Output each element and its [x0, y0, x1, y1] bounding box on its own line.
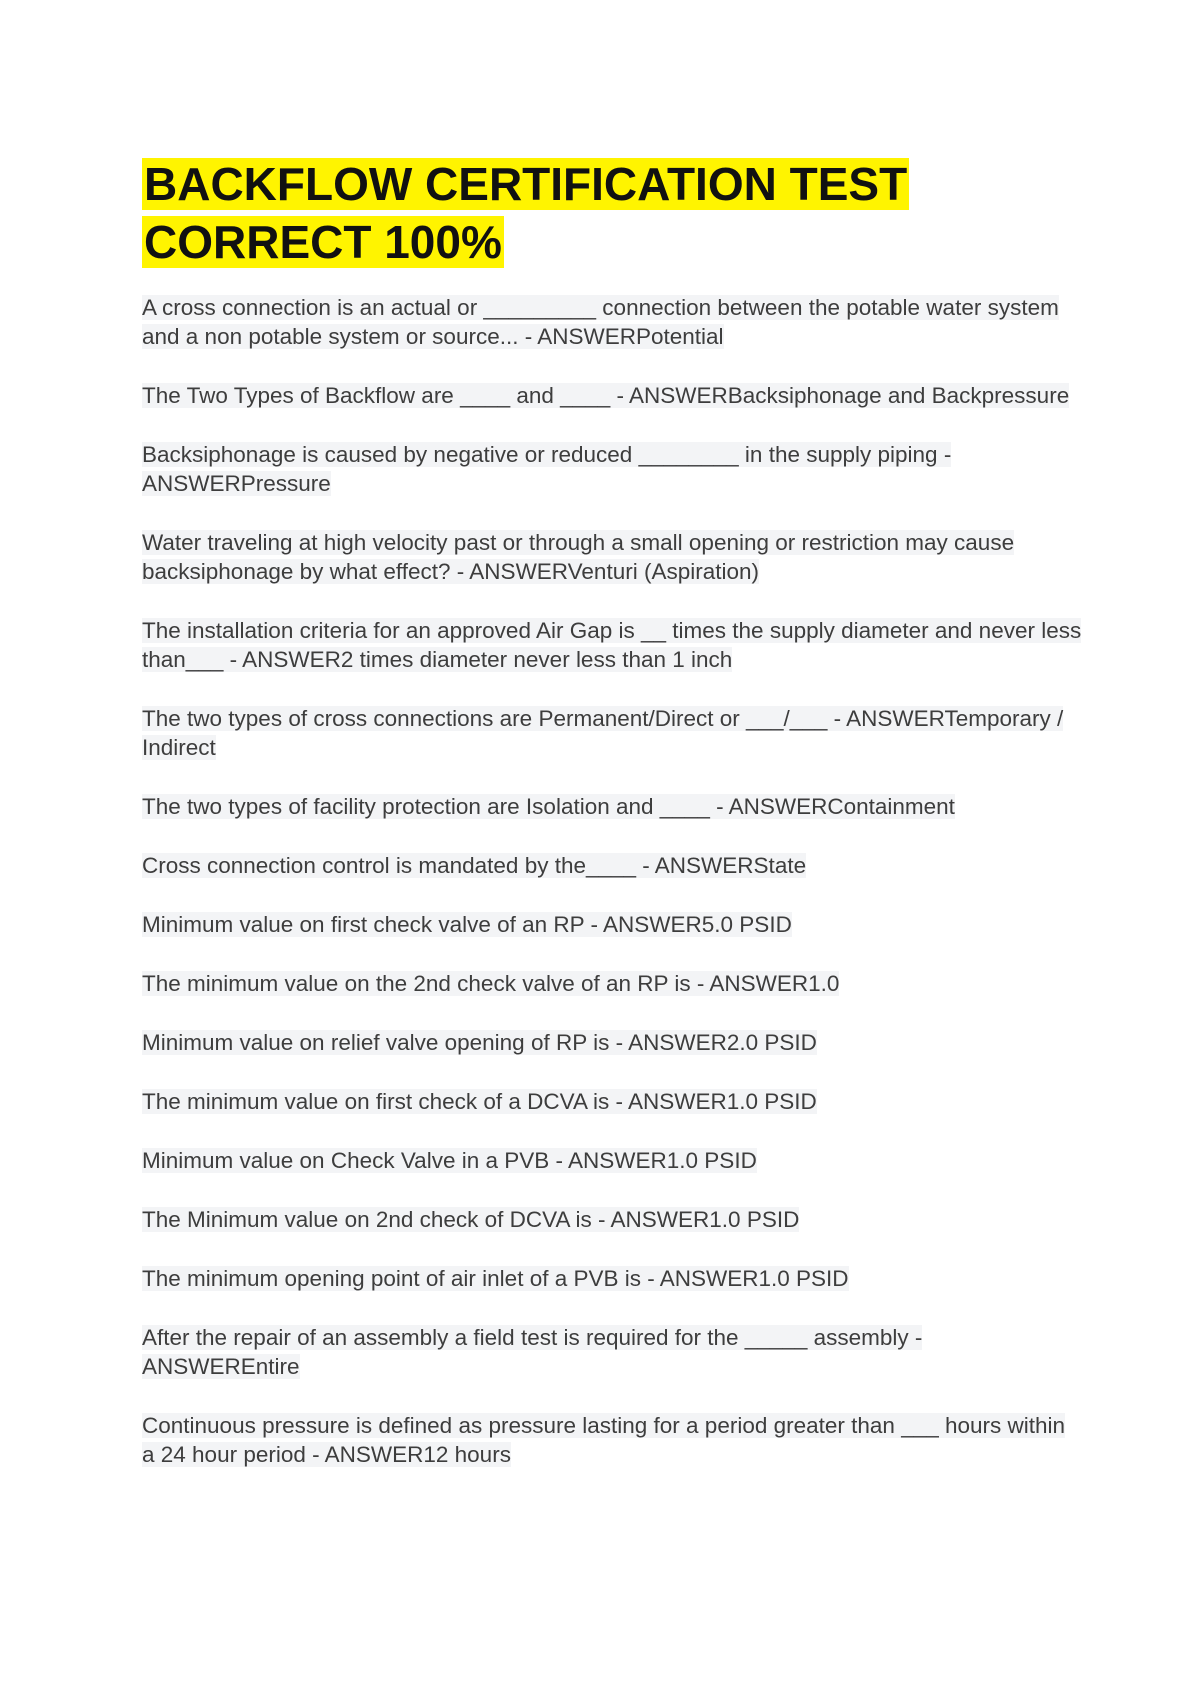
qa-item-1	[142, 293, 1082, 351]
qa-item-12	[142, 1087, 1082, 1116]
qa-text: Continuous pressure is defined as pressure lasting for a period greater than ___ hours within a 24 hour period - ANSWER12 hours	[142, 1413, 1066, 1467]
qa-text: Minimum value on first check valve of an RP - ANSWER5.0 PSID	[142, 912, 792, 937]
qa-text: A cross connection is an actual or _________ connection between the potable water system and a non potable system or source... - ANSWERPotential	[142, 295, 1059, 349]
qa-item-2	[142, 381, 1082, 410]
qa-text: Water traveling at high velocity past or through a small opening or restriction may cause backsiphonage by what effect? - ANSWERVenturi (Aspiration)	[142, 530, 1015, 584]
title-line-2: CORRECT 100%	[144, 216, 502, 268]
qa-text: The minimum value on first check of a DCVA is - ANSWER1.0 PSID	[142, 1089, 817, 1114]
qa-item-14	[142, 1205, 1082, 1234]
title-line-1: BACKFLOW CERTIFICATION TEST	[144, 158, 908, 210]
qa-text: Minimum value on Check Valve in a PVB - ANSWER1.0 PSID	[142, 1148, 757, 1173]
qa-text: The two types of facility protection are Isolation and ____ - ANSWERContainment	[142, 794, 955, 819]
qa-item-6	[142, 704, 1082, 762]
qa-item-8	[142, 851, 1082, 880]
qa-item-9	[142, 910, 1082, 939]
qa-list	[142, 293, 1082, 1469]
qa-text: The minimum value on the 2nd check valve of an RP is - ANSWER1.0	[142, 971, 840, 996]
qa-item-11	[142, 1028, 1082, 1057]
qa-item-10	[142, 969, 1082, 998]
document-page	[142, 155, 1082, 1499]
qa-item-15	[142, 1264, 1082, 1293]
qa-item-5	[142, 616, 1082, 674]
qa-text: The minimum opening point of air inlet of a PVB is - ANSWER1.0 PSID	[142, 1266, 849, 1291]
qa-text: The Minimum value on 2nd check of DCVA is - ANSWER1.0 PSID	[142, 1207, 800, 1232]
qa-text: Backsiphonage is caused by negative or reduced ________ in the supply piping - ANSWERPressure	[142, 442, 952, 496]
qa-text: The two types of cross connections are Permanent/Direct or ___/___ - ANSWERTemporary / Indirect	[142, 706, 1064, 760]
qa-item-3	[142, 440, 1082, 498]
qa-text: Minimum value on relief valve opening of RP is - ANSWER2.0 PSID	[142, 1030, 817, 1055]
qa-text: After the repair of an assembly a field test is required for the _____ assembly - ANSWEREntire	[142, 1325, 923, 1379]
qa-item-4	[142, 528, 1082, 586]
qa-item-7	[142, 792, 1082, 821]
qa-text: Cross connection control is mandated by the____ - ANSWERState	[142, 853, 807, 878]
qa-item-16	[142, 1323, 1082, 1381]
qa-text: The installation criteria for an approved Air Gap is __ times the supply diameter and never less than___ - ANSWER2 times diameter never less than 1 inch	[142, 618, 1082, 672]
document-title	[142, 155, 1082, 271]
qa-item-13	[142, 1146, 1082, 1175]
qa-text: The Two Types of Backflow are ____ and ____ - ANSWERBacksiphonage and Backpressure	[142, 383, 1070, 408]
qa-item-17	[142, 1411, 1082, 1469]
